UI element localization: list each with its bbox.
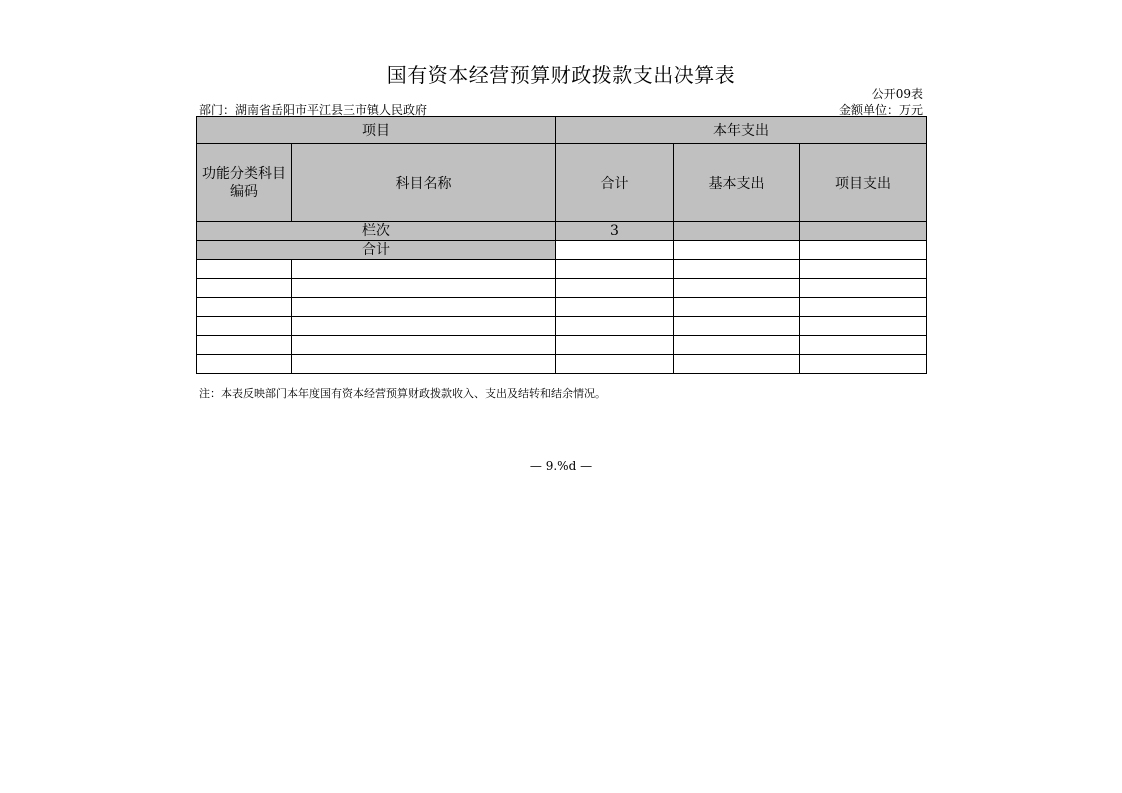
project-cell	[800, 336, 927, 355]
column-number-project	[800, 222, 927, 241]
table-row	[197, 279, 927, 298]
code-cell	[197, 260, 292, 279]
page-title: 国有资本经营预算财政拨款支出决算表	[386, 63, 736, 87]
department-label: 部门：湖南省岳阳市平江县三市镇人民政府	[199, 103, 428, 117]
total-row-basic-cell	[674, 241, 800, 260]
total-cell	[556, 317, 674, 336]
header-current-year-expenditure: 本年支出	[556, 117, 927, 144]
total-cell	[556, 355, 674, 374]
name-cell	[292, 279, 556, 298]
header-basic-expenditure: 基本支出	[674, 144, 800, 222]
column-number-basic	[674, 222, 800, 241]
basic-cell	[674, 336, 800, 355]
project-cell	[800, 317, 927, 336]
project-cell	[800, 260, 927, 279]
amount-unit-label: 金额单位：万元	[838, 103, 923, 117]
name-cell	[292, 298, 556, 317]
table-row	[197, 355, 927, 374]
code-cell	[197, 279, 292, 298]
column-number-total: 3	[556, 222, 674, 241]
total-cell	[556, 336, 674, 355]
header-subject-name: 科目名称	[292, 144, 556, 222]
code-cell	[197, 317, 292, 336]
total-row-label: 合计	[197, 241, 556, 260]
total-row-total-cell	[556, 241, 674, 260]
basic-cell	[674, 317, 800, 336]
code-cell	[197, 298, 292, 317]
column-number-label: 栏次	[197, 222, 556, 241]
header-project-expenditure: 项目支出	[800, 144, 927, 222]
table-row	[197, 298, 927, 317]
header-project: 项目	[197, 117, 556, 144]
table-row	[197, 317, 927, 336]
form-number: 公开09表	[871, 87, 923, 101]
name-cell	[292, 317, 556, 336]
header-function-code: 功能分类科目编码	[197, 144, 292, 222]
basic-cell	[674, 298, 800, 317]
project-cell	[800, 355, 927, 374]
budget-table	[196, 116, 927, 374]
project-cell	[800, 298, 927, 317]
name-cell	[292, 355, 556, 374]
page-number: — 9.%d —	[529, 459, 593, 473]
basic-cell	[674, 355, 800, 374]
basic-cell	[674, 279, 800, 298]
table-row	[197, 260, 927, 279]
total-cell	[556, 298, 674, 317]
basic-cell	[674, 260, 800, 279]
code-cell	[197, 355, 292, 374]
total-row-project-cell	[800, 241, 927, 260]
name-cell	[292, 260, 556, 279]
table-note: 注：本表反映部门本年度国有资本经营预算财政拨款收入、支出及结转和结余情况。	[199, 387, 606, 400]
total-cell	[556, 260, 674, 279]
total-cell	[556, 279, 674, 298]
table-row	[197, 336, 927, 355]
header-total: 合计	[556, 144, 674, 222]
code-cell	[197, 336, 292, 355]
project-cell	[800, 279, 927, 298]
name-cell	[292, 336, 556, 355]
